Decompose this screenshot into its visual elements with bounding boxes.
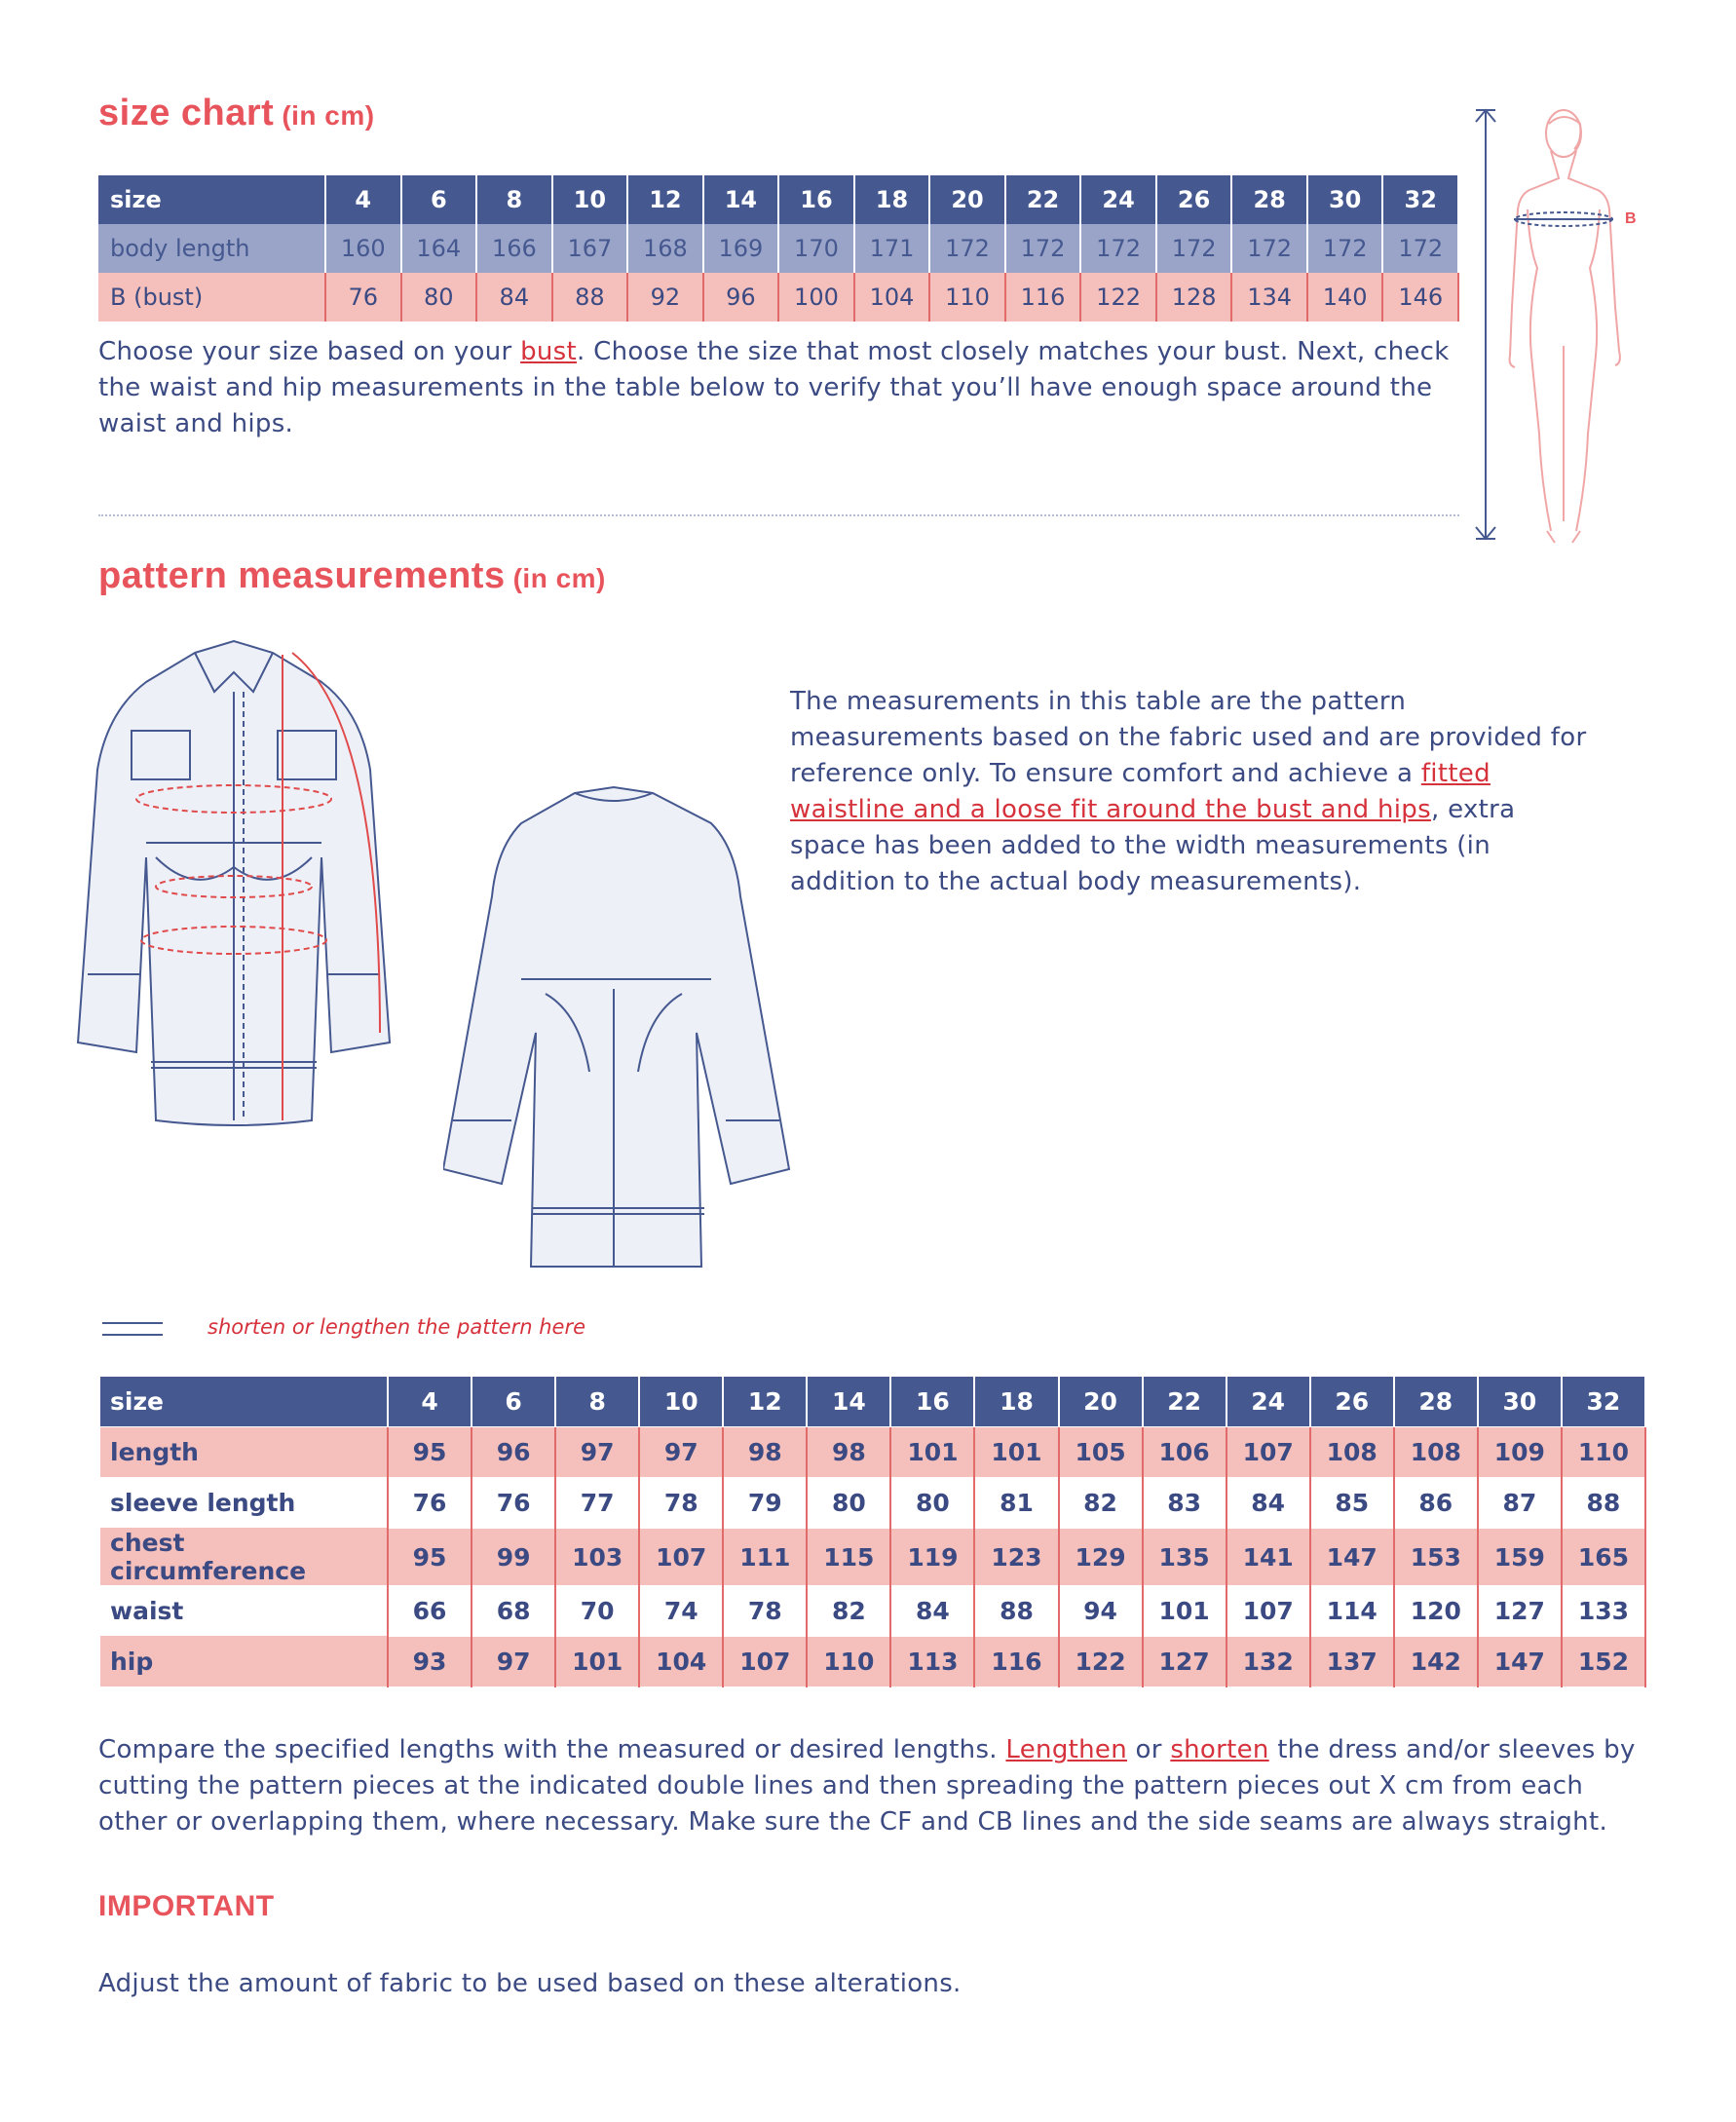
value-cell: 169 <box>703 224 779 273</box>
value-cell: 97 <box>555 1427 639 1478</box>
size-header-cell: 30 <box>1307 175 1383 224</box>
waist-row <box>100 1586 1645 1637</box>
value-cell: 87 <box>1478 1478 1562 1529</box>
size-header-cell: 6 <box>401 175 477 224</box>
value-cell: 167 <box>552 224 628 273</box>
size-header-cell: 18 <box>854 175 930 224</box>
value-cell: 164 <box>401 224 477 273</box>
length-row <box>100 1427 1645 1478</box>
value-cell: 147 <box>1310 1529 1394 1586</box>
size-chart-instructions: Choose your size based on your bust. Choose the size that most closely matches your bust. Next, check the waist and hip measurements in the table below to verify that you’ll have enough space around the waist and hips. <box>98 337 1450 438</box>
value-cell: 172 <box>1080 224 1156 273</box>
pattern-measurements-title: pattern measurements (in cm) <box>98 555 606 596</box>
value-cell: 119 <box>890 1529 974 1586</box>
size-header-cell: 18 <box>974 1377 1058 1427</box>
size-header-cell: 4 <box>325 175 401 224</box>
size-chart-title: size chart (in cm) <box>98 93 375 133</box>
size-header-cell: 24 <box>1227 1377 1310 1427</box>
value-cell: 80 <box>401 273 477 322</box>
size-header-cell: 26 <box>1156 175 1232 224</box>
value-cell: 114 <box>1310 1586 1394 1637</box>
row-label: body length <box>98 224 325 273</box>
value-cell: 70 <box>555 1586 639 1637</box>
size-header-cell: 10 <box>639 1377 723 1427</box>
size-chart-table <box>98 175 1459 322</box>
value-cell: 134 <box>1231 273 1307 322</box>
size-header-cell: 24 <box>1080 175 1156 224</box>
double-line-legend-bottom <box>102 1334 163 1336</box>
value-cell: 107 <box>1227 1586 1310 1637</box>
value-cell: 78 <box>639 1478 723 1529</box>
value-cell: 122 <box>1080 273 1156 322</box>
size-header-label: size <box>100 1377 388 1427</box>
size-header-cell: 16 <box>890 1377 974 1427</box>
value-cell: 141 <box>1227 1529 1310 1586</box>
value-cell: 170 <box>778 224 854 273</box>
section-divider <box>98 514 1459 516</box>
value-cell: 101 <box>974 1427 1058 1478</box>
compare-instructions: Compare the specified lengths with the measured or desired lengths. Lengthen or shorten the dress and/or sleeves by cutting the pattern pieces at the indicated double lines and then spreading the pattern pieces out X cm from each other or overlapping them, where necessary. Make sure the CF and CB lines and the side seams are always straight. <box>98 1735 1636 1837</box>
value-cell: 86 <box>1394 1478 1478 1529</box>
value-cell: 97 <box>472 1637 555 1687</box>
pattern-measurements-table <box>100 1377 1646 1687</box>
value-cell: 93 <box>388 1637 472 1687</box>
row-label: B (bust) <box>98 273 325 322</box>
value-cell: 172 <box>929 224 1005 273</box>
value-cell: 129 <box>1059 1529 1143 1586</box>
value-cell: 84 <box>476 273 552 322</box>
value-cell: 147 <box>1478 1637 1562 1687</box>
size-header-cell: 20 <box>1059 1377 1143 1427</box>
value-cell: 101 <box>890 1427 974 1478</box>
value-cell: 101 <box>1143 1586 1227 1637</box>
value-cell: 100 <box>778 273 854 322</box>
size-header-cell: 6 <box>472 1377 555 1427</box>
value-cell: 128 <box>1156 273 1232 322</box>
important-heading: IMPORTANT <box>98 1890 275 1922</box>
size-header-cell: 30 <box>1478 1377 1562 1427</box>
value-cell: 95 <box>388 1427 472 1478</box>
value-cell: 76 <box>325 273 401 322</box>
value-cell: 168 <box>627 224 703 273</box>
value-cell: 171 <box>854 224 930 273</box>
body-length-row <box>98 224 1458 273</box>
bust-row <box>98 273 1458 322</box>
value-cell: 153 <box>1394 1529 1478 1586</box>
legend-text: shorten or lengthen the pattern here <box>208 1315 585 1339</box>
value-cell: 84 <box>1227 1478 1310 1529</box>
value-cell: 107 <box>723 1637 807 1687</box>
value-cell: 79 <box>723 1478 807 1529</box>
value-cell: 172 <box>1156 224 1232 273</box>
bust-figure-label: B <box>1625 210 1637 227</box>
shorten-link[interactable]: shorten <box>1170 1735 1269 1764</box>
size-header-cell: 28 <box>1231 175 1307 224</box>
value-cell: 116 <box>974 1637 1058 1687</box>
value-cell: 96 <box>703 273 779 322</box>
double-line-legend-top <box>102 1322 163 1324</box>
size-header-cell: 22 <box>1005 175 1081 224</box>
value-cell: 77 <box>555 1478 639 1529</box>
value-cell: 103 <box>555 1529 639 1586</box>
size-header-cell: 20 <box>929 175 1005 224</box>
value-cell: 172 <box>1382 224 1458 273</box>
value-cell: 113 <box>890 1637 974 1687</box>
value-cell: 165 <box>1562 1529 1645 1586</box>
value-cell: 108 <box>1394 1427 1478 1478</box>
value-cell: 108 <box>1310 1427 1394 1478</box>
value-cell: 104 <box>639 1637 723 1687</box>
body-figure-illustration <box>1461 102 1646 550</box>
value-cell: 123 <box>974 1529 1058 1586</box>
value-cell: 104 <box>854 273 930 322</box>
size-header-cell: 22 <box>1143 1377 1227 1427</box>
value-cell: 132 <box>1227 1637 1310 1687</box>
size-chart-header-row <box>98 175 1458 224</box>
size-header-cell: 12 <box>723 1377 807 1427</box>
size-header-cell: 8 <box>476 175 552 224</box>
important-text: Adjust the amount of fabric to be used based on these alterations. <box>98 1969 962 1998</box>
value-cell: 127 <box>1143 1637 1227 1687</box>
size-header-cell: 4 <box>388 1377 472 1427</box>
value-cell: 80 <box>890 1478 974 1529</box>
value-cell: 133 <box>1562 1586 1645 1637</box>
value-cell: 82 <box>1059 1478 1143 1529</box>
size-header-cell: 32 <box>1562 1377 1645 1427</box>
value-cell: 95 <box>388 1529 472 1586</box>
value-cell: 120 <box>1394 1586 1478 1637</box>
value-cell: 80 <box>807 1478 890 1529</box>
row-label: sleeve length <box>100 1478 388 1529</box>
value-cell: 84 <box>890 1586 974 1637</box>
size-header-cell: 14 <box>807 1377 890 1427</box>
value-cell: 85 <box>1310 1478 1394 1529</box>
lengthen-link[interactable]: Lengthen <box>1005 1735 1127 1764</box>
value-cell: 105 <box>1059 1427 1143 1478</box>
value-cell: 146 <box>1382 273 1458 322</box>
value-cell: 94 <box>1059 1586 1143 1637</box>
value-cell: 82 <box>807 1586 890 1637</box>
value-cell: 110 <box>929 273 1005 322</box>
row-label: hip <box>100 1637 388 1687</box>
value-cell: 88 <box>1562 1478 1645 1529</box>
value-cell: 115 <box>807 1529 890 1586</box>
value-cell: 107 <box>1227 1427 1310 1478</box>
chest-circumference-row <box>100 1529 1645 1586</box>
value-cell: 76 <box>472 1478 555 1529</box>
fitted-waistline-link[interactable]: fitted waistline and a loose fit around the bust and hips <box>790 759 1491 824</box>
size-header-cell: 8 <box>555 1377 639 1427</box>
value-cell: 110 <box>807 1637 890 1687</box>
bust-link[interactable]: bust <box>520 337 578 366</box>
value-cell: 106 <box>1143 1427 1227 1478</box>
size-header-cell: 12 <box>627 175 703 224</box>
value-cell: 99 <box>472 1529 555 1586</box>
size-header-cell: 32 <box>1382 175 1458 224</box>
value-cell: 92 <box>627 273 703 322</box>
value-cell: 135 <box>1143 1529 1227 1586</box>
size-header-cell: 16 <box>778 175 854 224</box>
hip-row <box>100 1637 1645 1687</box>
value-cell: 166 <box>476 224 552 273</box>
value-cell: 98 <box>723 1427 807 1478</box>
row-label: waist <box>100 1586 388 1637</box>
value-cell: 140 <box>1307 273 1383 322</box>
size-header-cell: 26 <box>1310 1377 1394 1427</box>
value-cell: 116 <box>1005 273 1081 322</box>
size-header-label: size <box>98 175 325 224</box>
value-cell: 81 <box>974 1478 1058 1529</box>
measurements-header-row <box>100 1377 1645 1427</box>
value-cell: 152 <box>1562 1637 1645 1687</box>
value-cell: 68 <box>472 1586 555 1637</box>
size-header-cell: 10 <box>552 175 628 224</box>
size-header-cell: 28 <box>1394 1377 1478 1427</box>
value-cell: 76 <box>388 1478 472 1529</box>
value-cell: 122 <box>1059 1637 1143 1687</box>
value-cell: 96 <box>472 1427 555 1478</box>
value-cell: 172 <box>1307 224 1383 273</box>
value-cell: 98 <box>807 1427 890 1478</box>
value-cell: 109 <box>1478 1427 1562 1478</box>
value-cell: 172 <box>1005 224 1081 273</box>
pattern-instructions: The measurements in this table are the pattern measurements based on the fabric used and are provided for reference only. To ensure comfort and achieve a fitted waistline and a loose fit around the bust and hips, extra space has been added to the width measurements (in addition to the actual body measurements). <box>790 687 1587 896</box>
value-cell: 101 <box>555 1637 639 1687</box>
value-cell: 111 <box>723 1529 807 1586</box>
value-cell: 74 <box>639 1586 723 1637</box>
value-cell: 137 <box>1310 1637 1394 1687</box>
value-cell: 66 <box>388 1586 472 1637</box>
value-cell: 107 <box>639 1529 723 1586</box>
value-cell: 88 <box>974 1586 1058 1637</box>
garment-front-illustration <box>68 633 448 1140</box>
row-label: chest circumference <box>100 1529 388 1586</box>
value-cell: 88 <box>552 273 628 322</box>
garment-back-illustration <box>443 779 804 1286</box>
value-cell: 172 <box>1231 224 1307 273</box>
value-cell: 110 <box>1562 1427 1645 1478</box>
value-cell: 142 <box>1394 1637 1478 1687</box>
value-cell: 160 <box>325 224 401 273</box>
size-header-cell: 14 <box>703 175 779 224</box>
sleeve-length-row <box>100 1478 1645 1529</box>
row-label: length <box>100 1427 388 1478</box>
value-cell: 97 <box>639 1427 723 1478</box>
value-cell: 127 <box>1478 1586 1562 1637</box>
value-cell: 159 <box>1478 1529 1562 1586</box>
value-cell: 78 <box>723 1586 807 1637</box>
value-cell: 83 <box>1143 1478 1227 1529</box>
